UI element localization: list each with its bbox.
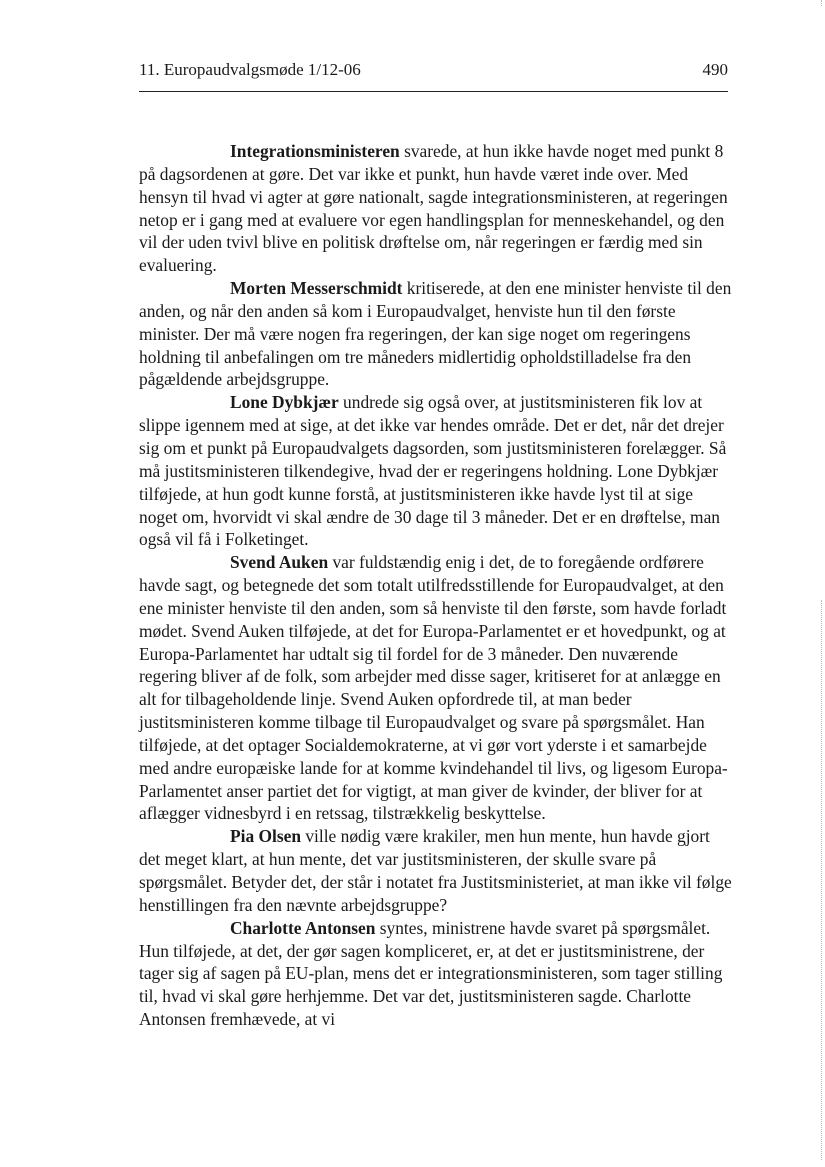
scan-edge-mark-top <box>821 0 822 6</box>
page-header <box>139 60 728 86</box>
speech-paragraph-pia-olsen <box>139 825 735 916</box>
speech-text: kritiserede, at den ene minister henviste til den anden, og når den anden så kom i Europaudvalget, henviste hun til den første minister. Der må være nogen fra regeringen, der kan sige noget om regeringens holdning til anbefalingen om tre måneders midlertidig opholdstilladelse fra den pågældende arbejdsgruppe. <box>139 278 732 390</box>
speech-paragraph-integrationsministeren <box>139 140 735 277</box>
speech-paragraph-morten-messerschmidt <box>139 277 735 391</box>
speech-paragraph-lone-dybkjaer <box>139 391 735 551</box>
speech-text: var fuldstændig enig i det, de to foregående ordførere havde sagt, og betegnede det som totalt utilfredsstillende for Europaudvalget, at den ene minister henviste til den anden, som så henviste til den første, som havde forladt mødet. Svend Auken tilføjede, at det for Europa-Parlamentet er et hovedpunkt, og at Europa-Parlamentet har udtalt sig til fordel for de 3 måneder. Den nuværende regering bliver af de folk, som arbejder med disse sager, kritiseret for at anlægge en alt for tilbageholdende linje. Svend Auken opfordrede til, at man beder justitsministeren komme tilbage til Europaudvalget og svare på spørgsmålet. Han tilføjede, at det optager Socialdemokraterne, at vi gør vort yderste i et samarbejde med andre europæiske lande for at komme kvindehandel til livs, og ligesom Europa-Parlamentet anser partiet det for vigtigt, at man giver de kvinder, der bliver for at aflægger vidnesbyrd i en retssag, tilstrækkelig beskyttelse. <box>139 552 728 824</box>
document-body <box>139 140 735 1031</box>
speech-text: svarede, at hun ikke havde noget med punkt 8 på dagsordenen at gøre. Det var ikke et punkt, hun havde været inde over. Med hensyn til hvad vi agter at gøre nationalt, sagde integrationsministeren, at regeringen netop er i gang med at evaluere vor egen handlingsplan for menneskehandel, og den vil der uden tvivl blive en politisk drøftelse om, når regeringen er færdig med sin evaluering. <box>139 141 728 276</box>
speech-text: ville nødig være krakiler, men hun mente, hun havde gjort det meget klart, at hun mente, det var justitsministeren, der skulle svare på spørgsmålet. Betyder det, der står i notatet fra Justitsministeriet, at man ikke vil følge henstillingen fra den nævnte arbejdsgruppe? <box>139 826 732 915</box>
speech-text: syntes, ministrene havde svaret på spørgsmålet. Hun tilføjede, at det, der gør sagen kompliceret, er, at det er justitsministrene, der tager sig af sagen på EU-plan, mens det er integrationsministeren, som tager stilling til, hvad vi skal gøre herhjemme. Det var det, justitsministeren sagde. Charlotte Antonsen fremhævede, at vi <box>139 917 723 1030</box>
scan-edge-mark-right <box>821 600 822 1160</box>
page-number: 490 <box>702 60 728 79</box>
speaker-name: Pia Olsen <box>230 826 302 847</box>
speech-paragraph-charlotte-antonsen <box>139 917 735 1031</box>
speaker-name: Integrationsministeren <box>230 141 400 161</box>
speaker-name: Lone Dybkjær <box>230 392 339 413</box>
speaker-name: Charlotte Antonsen <box>230 917 376 938</box>
header-title: 11. Europaudvalgsmøde 1/12-06 <box>139 60 361 79</box>
speech-paragraph-svend-auken <box>139 551 735 825</box>
header-divider <box>139 91 728 92</box>
speaker-name: Morten Messerschmidt <box>230 278 403 299</box>
speaker-name: Svend Auken <box>230 552 329 573</box>
speech-text: undrede sig også over, at justitsministeren fik lov at slippe igennem med at sige, at det ikke var hendes område. Det er det, når det drejer sig om et punkt på Europaudvalgets dagsorden, som justitsministeren forelægger. Så må justitsministeren tilkendegive, hvad der er regeringens holdning. Lone Dybkjær tilføjede, at hun godt kunne forstå, at justitsministeren ikke havde lyst til at sige noget om, hvorvidt vi skal ændre de 30 dage til 3 måneder. Det er en drøftelse, man også vil få i Folketinget. <box>139 392 727 550</box>
